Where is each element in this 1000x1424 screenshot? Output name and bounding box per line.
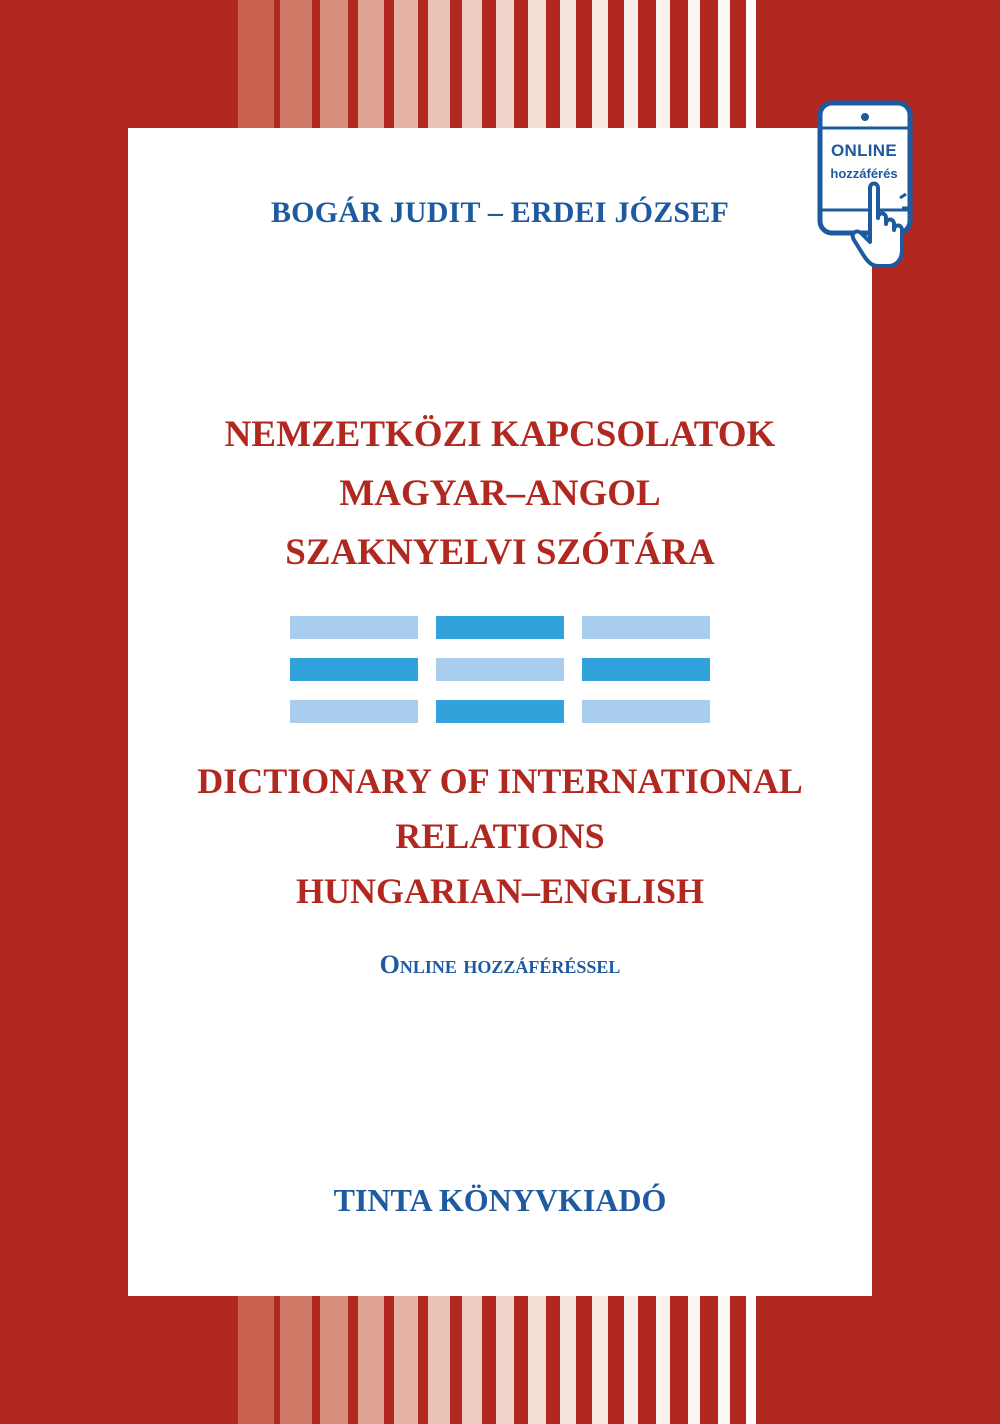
emblem-bar bbox=[290, 616, 418, 639]
emblem-bar bbox=[436, 658, 564, 681]
phone-hand-tap-icon bbox=[814, 100, 918, 272]
english-title-line-2: RELATIONS bbox=[395, 816, 605, 856]
emblem-bar bbox=[582, 700, 710, 723]
hungarian-title-line-3: SZAKNYELVI SZÓTÁRA bbox=[285, 532, 715, 573]
hungarian-title-line-1: NEMZETKÖZI KAPCSOLATOK bbox=[224, 414, 776, 455]
authors: BOGÁR JUDIT – ERDEI JÓZSEF bbox=[270, 196, 730, 229]
english-title bbox=[0, 754, 1000, 919]
badge-online-label: ONLINE bbox=[830, 141, 898, 160]
online-access-subtitle: Online hozzáféréssel bbox=[379, 950, 621, 979]
badge-access-label: hozzáférés bbox=[830, 166, 898, 181]
emblem-bar bbox=[290, 700, 418, 723]
emblem-bar bbox=[582, 658, 710, 681]
emblem-bar bbox=[436, 616, 564, 639]
emblem-bar bbox=[582, 616, 710, 639]
emblem-bar bbox=[290, 658, 418, 681]
english-title-line-3: HUNGARIAN–ENGLISH bbox=[295, 871, 705, 911]
english-title-line-1: DICTIONARY OF INTERNATIONAL bbox=[197, 761, 803, 801]
stripe-emblem-icon bbox=[290, 616, 710, 724]
publisher-name: TINTA KÖNYVKIADÓ bbox=[333, 1182, 667, 1218]
hungarian-title bbox=[0, 405, 1000, 582]
emblem-bar bbox=[436, 700, 564, 723]
hungarian-title-line-2: MAGYAR–ANGOL bbox=[339, 473, 661, 514]
